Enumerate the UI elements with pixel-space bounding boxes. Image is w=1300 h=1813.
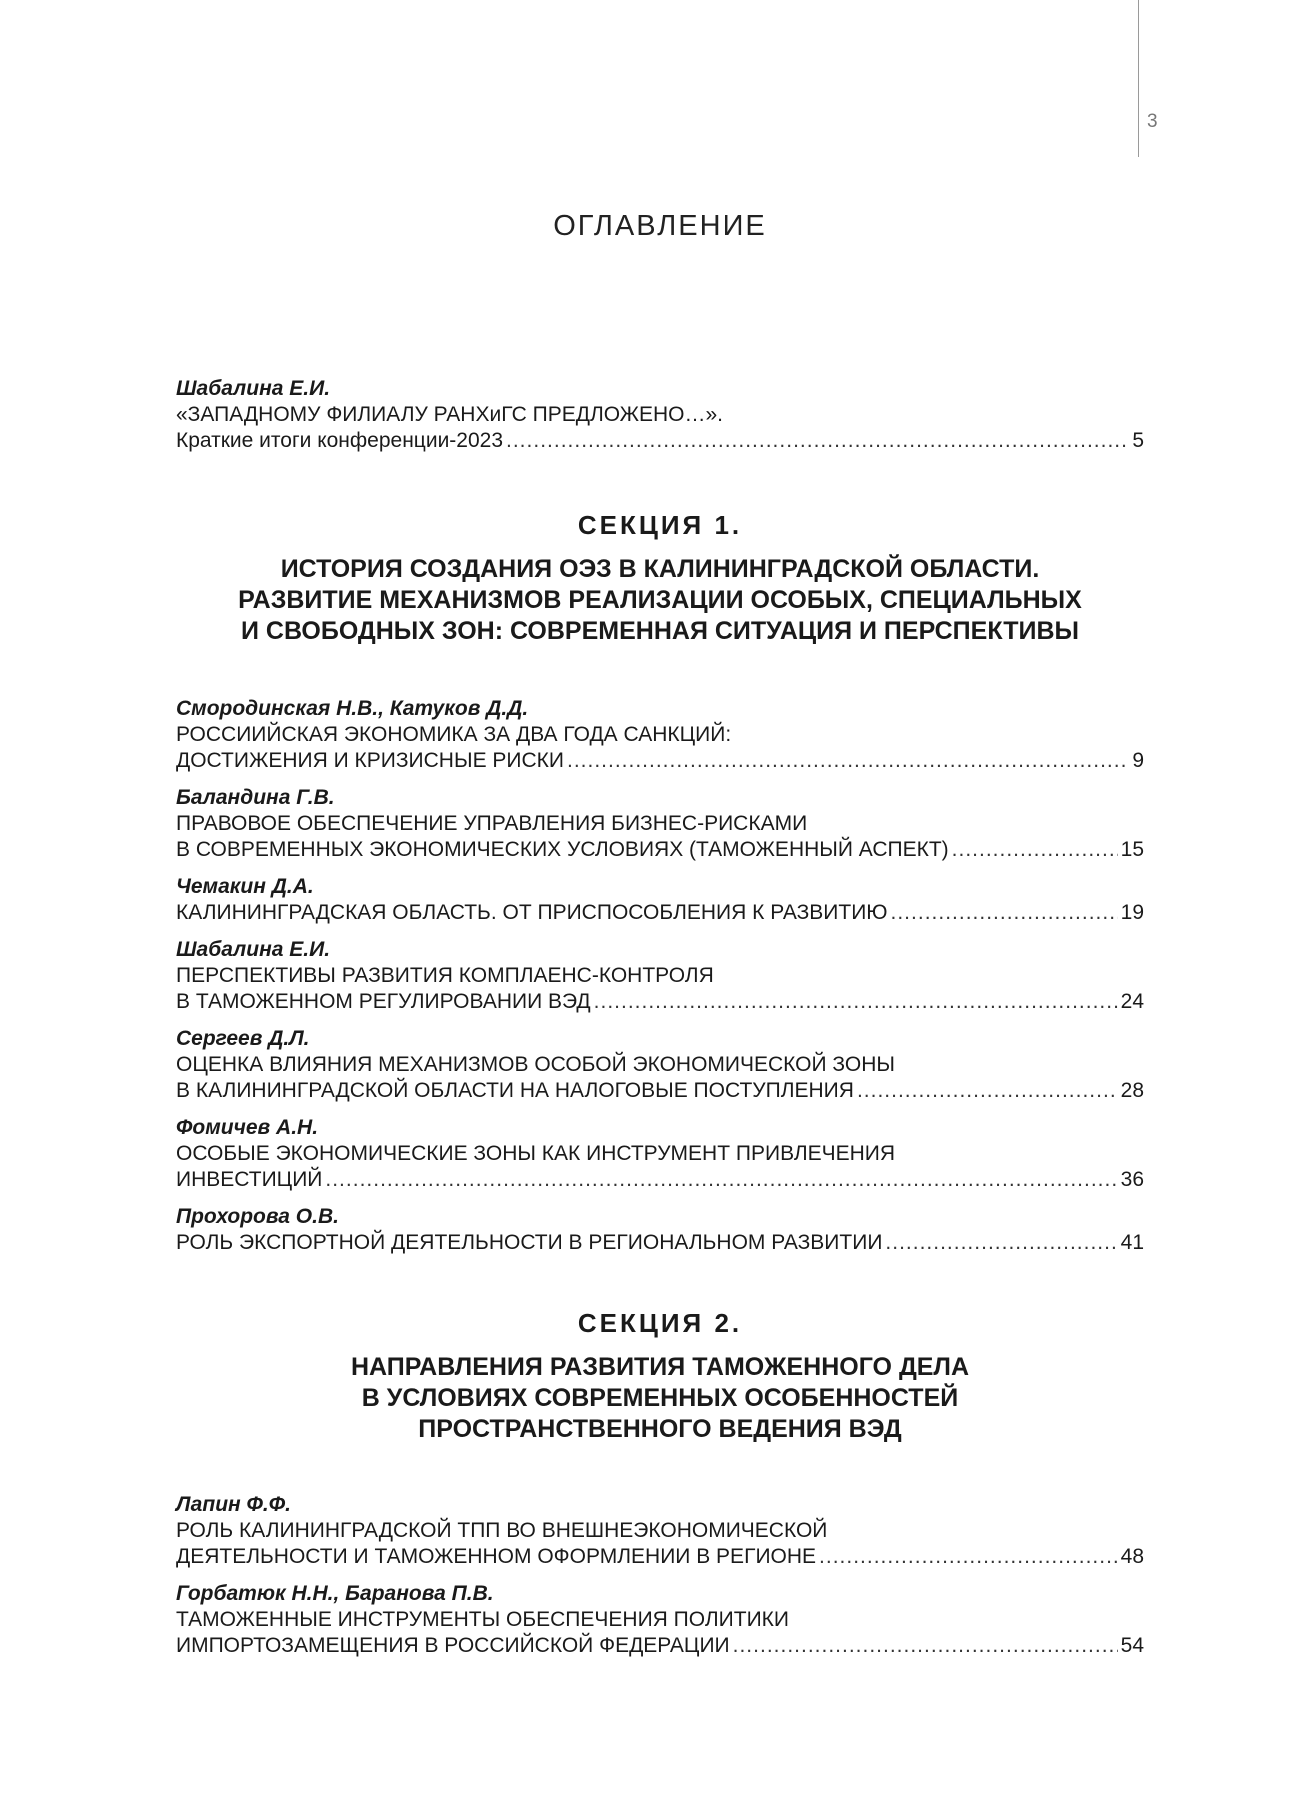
- toc-entry-title-line: ОСОБЫЕ ЭКОНОМИЧЕСКИЕ ЗОНЫ КАК ИНСТРУМЕНТ ПРИВЛЕЧЕНИЯ: [176, 1142, 896, 1165]
- toc-entry[interactable]: [176, 1204, 1144, 1256]
- section-2-label: СЕКЦИЯ 2.: [577, 1308, 743, 1338]
- toc-entry[interactable]: [176, 1026, 1144, 1104]
- toc-entry[interactable]: [176, 785, 1144, 863]
- toc-entry-author: Шабалина Е.И.: [176, 377, 331, 400]
- page-number: 3: [1147, 111, 1158, 132]
- section-title-line: НАПРАВЛЕНИЯ РАЗВИТИЯ ТАМОЖЕННОГО ДЕЛА: [350, 1353, 970, 1381]
- section-title-line: В УСЛОВИЯХ СОВРЕМЕННЫХ ОСОБЕННОСТЕЙ: [361, 1384, 959, 1412]
- toc-entry-page: 28: [1120, 1079, 1144, 1102]
- dot-leader: [325, 1167, 1117, 1193]
- toc-entry-author: Сергеев Д.Л.: [176, 1027, 310, 1050]
- toc-entry-title-line: Краткие итоги конференции-2023: [176, 429, 504, 452]
- toc-entry-title-line: РОЛЬ ЭКСПОРТНОЙ ДЕЯТЕЛЬНОСТИ В РЕГИОНАЛЬНОМ РАЗВИТИИ: [176, 1231, 883, 1254]
- toc-entry-page: 41: [1120, 1231, 1144, 1254]
- dot-leader: [857, 1078, 1118, 1104]
- dot-leader: [819, 1544, 1118, 1570]
- toc-entry[interactable]: [176, 1492, 1144, 1570]
- toc-entry-page: 5: [1132, 429, 1144, 452]
- section-1-label: СЕКЦИЯ 1.: [577, 510, 743, 540]
- dot-leader: [506, 428, 1129, 454]
- toc-entry-page: 54: [1120, 1634, 1144, 1657]
- toc-entry[interactable]: [176, 937, 1144, 1015]
- toc-entry-title-line: КАЛИНИНГРАДСКАЯ ОБЛАСТЬ. ОТ ПРИСПОСОБЛЕНИЯ К РАЗВИТИЮ: [176, 901, 888, 924]
- toc-entry-title-line: РОССИИЙСКАЯ ЭКОНОМИКА ЗА ДВА ГОДА САНКЦИЙ:: [176, 723, 732, 746]
- toc-entry-page: 9: [1132, 749, 1144, 772]
- toc-entry-title-line: «ЗАПАДНОМУ ФИЛИАЛУ РАНХиГС ПРЕДЛОЖЕНО…».: [176, 403, 724, 426]
- toc-entry-author: Прохорова О.В.: [176, 1205, 339, 1228]
- section-title-line: ИСТОРИЯ СОЗДАНИЯ ОЭЗ В КАЛИНИНГРАДСКОЙ ОБЛАСТИ.: [280, 555, 1040, 583]
- toc-entry[interactable]: [176, 1115, 1144, 1193]
- toc-entry-intro[interactable]: [176, 376, 1144, 454]
- toc-entry-title-line: ОЦЕНКА ВЛИЯНИЯ МЕХАНИЗМОВ ОСОБОЙ ЭКОНОМИЧЕСКОЙ ЗОНЫ: [176, 1053, 895, 1076]
- section-title-line: И СВОБОДНЫХ ЗОН: СОВРЕМЕННАЯ СИТУАЦИЯ И ПЕРСПЕКТИВЫ: [241, 617, 1079, 645]
- toc-entry[interactable]: [176, 696, 1144, 774]
- dot-leader: [885, 1230, 1117, 1256]
- page-margin-line: [1138, 0, 1139, 157]
- dot-leader: [952, 837, 1118, 863]
- toc-entry-author: Смородинская Н.В., Катуков Д.Д.: [176, 697, 529, 720]
- toc-entry-title-line: ТАМОЖЕННЫЕ ИНСТРУМЕНТЫ ОБЕСПЕЧЕНИЯ ПОЛИТИКИ: [176, 1608, 789, 1631]
- toc-entry-author: Горбатюк Н.Н., Баранова П.В.: [176, 1582, 494, 1605]
- toc-entry-page: 15: [1120, 838, 1144, 861]
- toc-entry-author: Шабалина Е.И.: [176, 938, 331, 961]
- toc-entry-page: 24: [1120, 990, 1144, 1013]
- toc-entry-title-line: ИНВЕСТИЦИЙ: [176, 1168, 323, 1191]
- page-title: ОГЛАВЛЕНИЕ: [553, 210, 767, 242]
- dot-leader: [594, 989, 1118, 1015]
- dot-leader: [733, 1633, 1118, 1659]
- toc-entry-title-line: ДОСТИЖЕНИЯ И КРИЗИСНЫЕ РИСКИ: [176, 749, 564, 772]
- toc-entry-author: Чемакин Д.А.: [176, 875, 314, 898]
- toc-entry-title-line: РОЛЬ КАЛИНИНГРАДСКОЙ ТПП ВО ВНЕШНЕЭКОНОМИЧЕСКОЙ: [176, 1519, 828, 1542]
- toc-entry-title-line: ИМПОРТОЗАМЕЩЕНИЯ В РОССИЙСКОЙ ФЕДЕРАЦИИ: [176, 1634, 730, 1657]
- dot-leader: [891, 900, 1118, 926]
- toc-entry-title-line: В СОВРЕМЕННЫХ ЭКОНОМИЧЕСКИХ УСЛОВИЯХ (ТАМОЖЕННЫЙ АСПЕКТ): [176, 838, 949, 861]
- toc-entry-title-line: В ТАМОЖЕННОМ РЕГУЛИРОВАНИИ ВЭД: [176, 990, 591, 1013]
- toc-entry[interactable]: [176, 874, 1144, 926]
- toc-entry[interactable]: [176, 1581, 1144, 1659]
- section-title-line: ПРОСТРАНСТВЕННОГО ВЕДЕНИЯ ВЭД: [418, 1415, 902, 1443]
- section-2-title: [0, 1352, 1300, 1445]
- toc-entry-author: Фомичев А.Н.: [176, 1116, 319, 1139]
- toc-entry-page: 48: [1120, 1545, 1144, 1568]
- toc-entry-title-line: ПЕРСПЕКТИВЫ РАЗВИТИЯ КОМПЛАЕНС-КОНТРОЛЯ: [176, 964, 714, 987]
- toc-entry-page: 19: [1120, 901, 1144, 924]
- section-1-title: [0, 554, 1300, 647]
- toc-entry-author: Баландина Г.В.: [176, 786, 335, 809]
- section-title-line: РАЗВИТИЕ МЕХАНИЗМОВ РЕАЛИЗАЦИИ ОСОБЫХ, СПЕЦИАЛЬНЫХ: [238, 586, 1082, 614]
- toc-entry-title-line: В КАЛИНИНГРАДСКОЙ ОБЛАСТИ НА НАЛОГОВЫЕ ПОСТУПЛЕНИЯ: [176, 1079, 854, 1102]
- toc-entry-title-line: ПРАВОВОЕ ОБЕСПЕЧЕНИЕ УПРАВЛЕНИЯ БИЗНЕС-РИСКАМИ: [176, 812, 808, 835]
- dot-leader: [567, 748, 1129, 774]
- toc-entry-title-line: ДЕЯТЕЛЬНОСТИ И ТАМОЖЕННОМ ОФОРМЛЕНИИ В РЕГИОНЕ: [176, 1545, 817, 1568]
- toc-entry-author: Лапин Ф.Ф.: [176, 1493, 291, 1516]
- toc-entry-page: 36: [1120, 1168, 1144, 1191]
